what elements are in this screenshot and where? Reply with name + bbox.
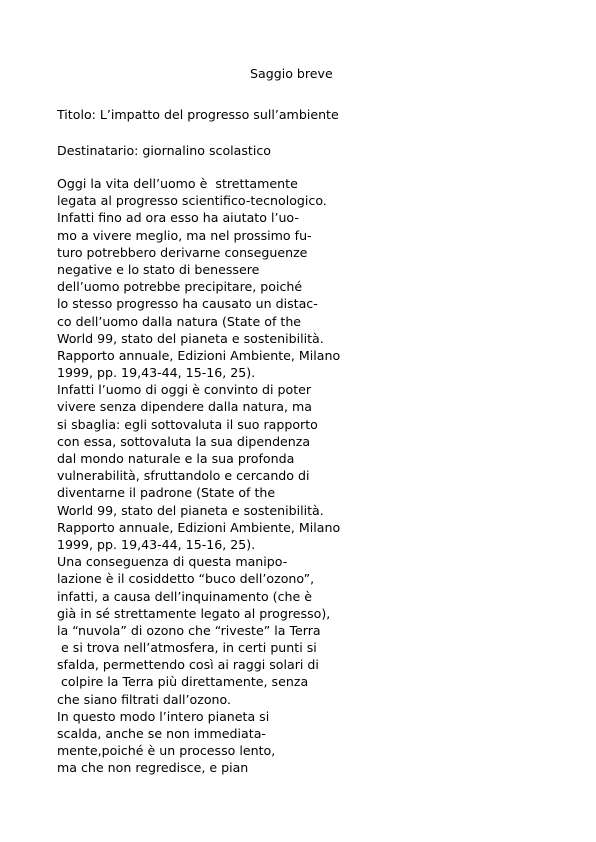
body-line: già in sé strettamente legato al progresso), (57, 605, 331, 621)
essay-recipient-line: Destinatario: giornalino scolastico (57, 143, 272, 158)
body-line: World 99, stato del pianeta e sostenibilità. (57, 502, 324, 518)
body-line: sfalda, permettendo così ai raggi solari di (57, 657, 319, 673)
body-line: vulnerabilità, sfruttandolo e cercando di (57, 468, 310, 484)
body-line: Rapporto annuale, Edizioni Ambiente, Milano (57, 347, 341, 363)
body-line: e si trova nell’atmosfera, in certi punti si (57, 640, 317, 656)
essay-heading: Saggio breve (250, 66, 333, 81)
body-line: dell’uomo potrebbe precipitare, poiché (57, 279, 303, 295)
body-line: legata al progresso scientifico-tecnologico. (57, 193, 327, 209)
body-line: 1999, pp. 19,43-44, 15-16, 25). (57, 536, 256, 552)
body-line: diventarne il padrone (State of the (57, 485, 276, 501)
body-line: Rapporto annuale, Edizioni Ambiente, Milano (57, 519, 341, 535)
body-line: che siano filtrati dall’ozono. (57, 691, 232, 707)
body-line: si sbaglia: egli sottovaluta il suo rapporto (57, 416, 318, 432)
body-line: Una conseguenza di questa manipo- (57, 554, 288, 570)
body-line: negative e lo stato di benessere (57, 261, 260, 277)
body-line: con essa, sottovaluta la sua dipendenza (57, 433, 311, 449)
body-line: lazione è il cosiddetto “buco dell’ozono”, (57, 571, 315, 587)
body-line: Infatti fino ad ora esso ha aiutato l’uo- (57, 210, 299, 226)
body-line: la “nuvola” di ozono che “riveste” la Terra (57, 622, 321, 638)
body-line: dal mondo naturale e la sua profonda (57, 451, 295, 466)
body-line: In questo modo l’intero pianeta si (57, 708, 270, 724)
body-line: World 99, stato del pianeta e sostenibilità. (57, 330, 324, 346)
body-line: Oggi la vita dell’uomo è strettamente (57, 176, 298, 191)
body-line: 1999, pp. 19,43-44, 15-16, 25). (57, 365, 256, 381)
body-line: mo a vivere meglio, ma nel prossimo fu- (57, 227, 312, 243)
body-line: colpire la Terra più direttamente, senza (57, 674, 309, 690)
essay-body (57, 175, 387, 777)
body-line: infatti, a causa dell’inquinamento (che è (57, 588, 312, 604)
body-line: scalda, anche se non immediata- (57, 726, 266, 741)
body-line: ma che non regredisce, e pian (57, 760, 249, 776)
essay-title-line: Titolo: L’impatto del progresso sull’ambiente (57, 107, 339, 122)
body-line: lo stesso progresso ha causato un distac- (57, 296, 318, 312)
body-line: Infatti l’uomo di oggi è convinto di poter (57, 382, 312, 398)
body-line: vivere senza dipendere dalla natura, ma (57, 399, 312, 415)
body-line: mente,poiché è un processo lento, (57, 743, 276, 759)
body-line: turo potrebbero derivarne conseguenze (57, 244, 308, 260)
body-line: co dell’uomo dalla natura (State of the (57, 313, 302, 329)
